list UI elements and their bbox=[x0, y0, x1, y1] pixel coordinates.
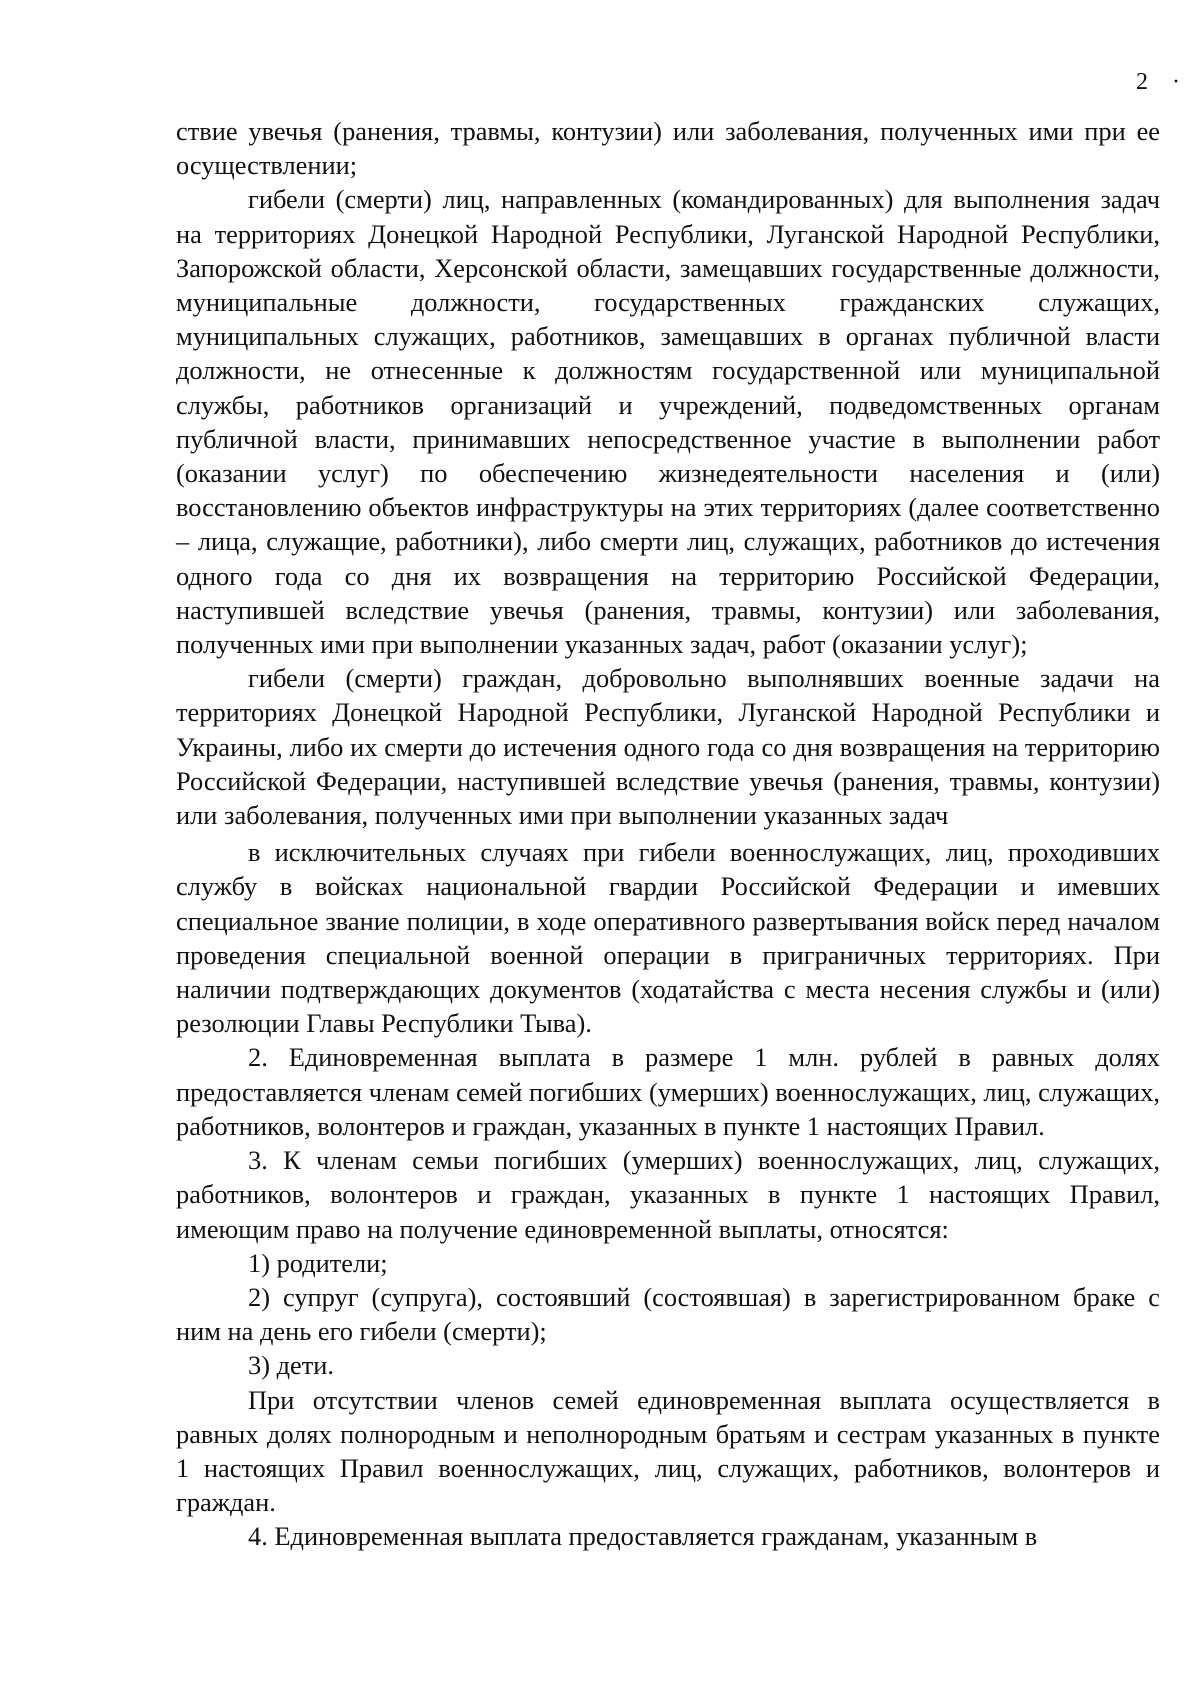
list-item-parents: 1) родители; bbox=[248, 1247, 388, 1278]
page-mark: · bbox=[1172, 69, 1180, 95]
paragraph-item-2: 2. Единовременная выплата в размере 1 млн. рублей в равных долях предоставляется членам семей погибших (умерших) военнослужащих, лиц, служащих, работников, волонтеров и граждан, указанных в пункте 1 настоящих Правил. bbox=[176, 1042, 1160, 1141]
page-number: 2 bbox=[1136, 69, 1148, 95]
document-body bbox=[176, 114, 1160, 1554]
paragraph-item-3: 3. К членам семьи погибших (умерших) военнослужащих, лиц, служащих, работников, волонтеров и граждан, указанных в пункте 1 настоящих Правил, имеющим право на получение единовременной выплаты, относятся: bbox=[176, 1145, 1160, 1244]
paragraph-continuation: ствие увечья (ранения, травмы, контузии) или заболевания, полученных ими при ее осуществлении; bbox=[176, 116, 1160, 181]
paragraph-item-4: 4. Единовременная выплата предоставляется гражданам, указанным в bbox=[248, 1521, 1038, 1552]
paragraph-volunteer-deaths: гибели (смерти) граждан, добровольно выполнявших военные задачи на территориях Донецкой Народной Республики, Луганской Народной Республики и Украины, либо их смерти до истечения одного года со дня возвращения на территорию Российской Федерации, наступившей вследствие увечья (ранения, травмы, контузии) или заболевания, полученных ими при выполнении указанных задач bbox=[176, 663, 1160, 831]
list-item-children: 3) дети. bbox=[248, 1350, 334, 1381]
paragraph-siblings: При отсутствии членов семей единовременная выплата осуществляется в равных долях полнородным и неполнородным братьям и сестрам указанных в пункте 1 настоящих Правил военнослужащих, лиц, служащих, работников, волонтеров и граждан. bbox=[176, 1384, 1160, 1518]
paragraph-officials-deaths: гибели (смерти) лиц, направленных (командированных) для выполнения задач на территориях Донецкой Народной Республики, Луганской Народной Республики, Запорожской области, Херсонской области, замещавших государственные должности, муниципальные должности, государственных гражданских служащих, муниципальных служащих, работников, замещавших в органах публичной власти должности, не отнесенные к должностям государственной или муниципальной службы, работников организаций и учреждений, подведомственных органам публичной власти, принимавших непосредственное участие в выполнении работ (оказании услуг) по обеспечению жизнедеятельности населения и (или) восстановлению объектов инфраструктуры на этих территориях (далее соответственно – лица, служащие, работники), либо смерти лиц, служащих, работников до истечения одного года со дня их возвращения на территорию Российской Федерации, наступившей вследствие увечья (ранения, травмы, контузии) или заболевания, полученных ими при выполнении указанных задач, работ (оказании услуг); bbox=[176, 184, 1160, 660]
paragraph-exceptional-cases: в исключительных случаях при гибели военнослужащих, лиц, проходивших службу в войсках национальной гвардии Российской Федерации и имевших специальное звание полиции, в ходе оперативного развертывания войск перед началом проведения специальной военной операции в приграничных территориях. При наличии подтверждающих документов (ходатайства с места несения службы и (или) резолюции Главы Республики Тыва). bbox=[176, 837, 1160, 1039]
list-item-spouse: 2) супруг (супруга), состоявший (состоявшая) в зарегистрированном браке с ним на день его гибели (смерти); bbox=[176, 1281, 1160, 1347]
